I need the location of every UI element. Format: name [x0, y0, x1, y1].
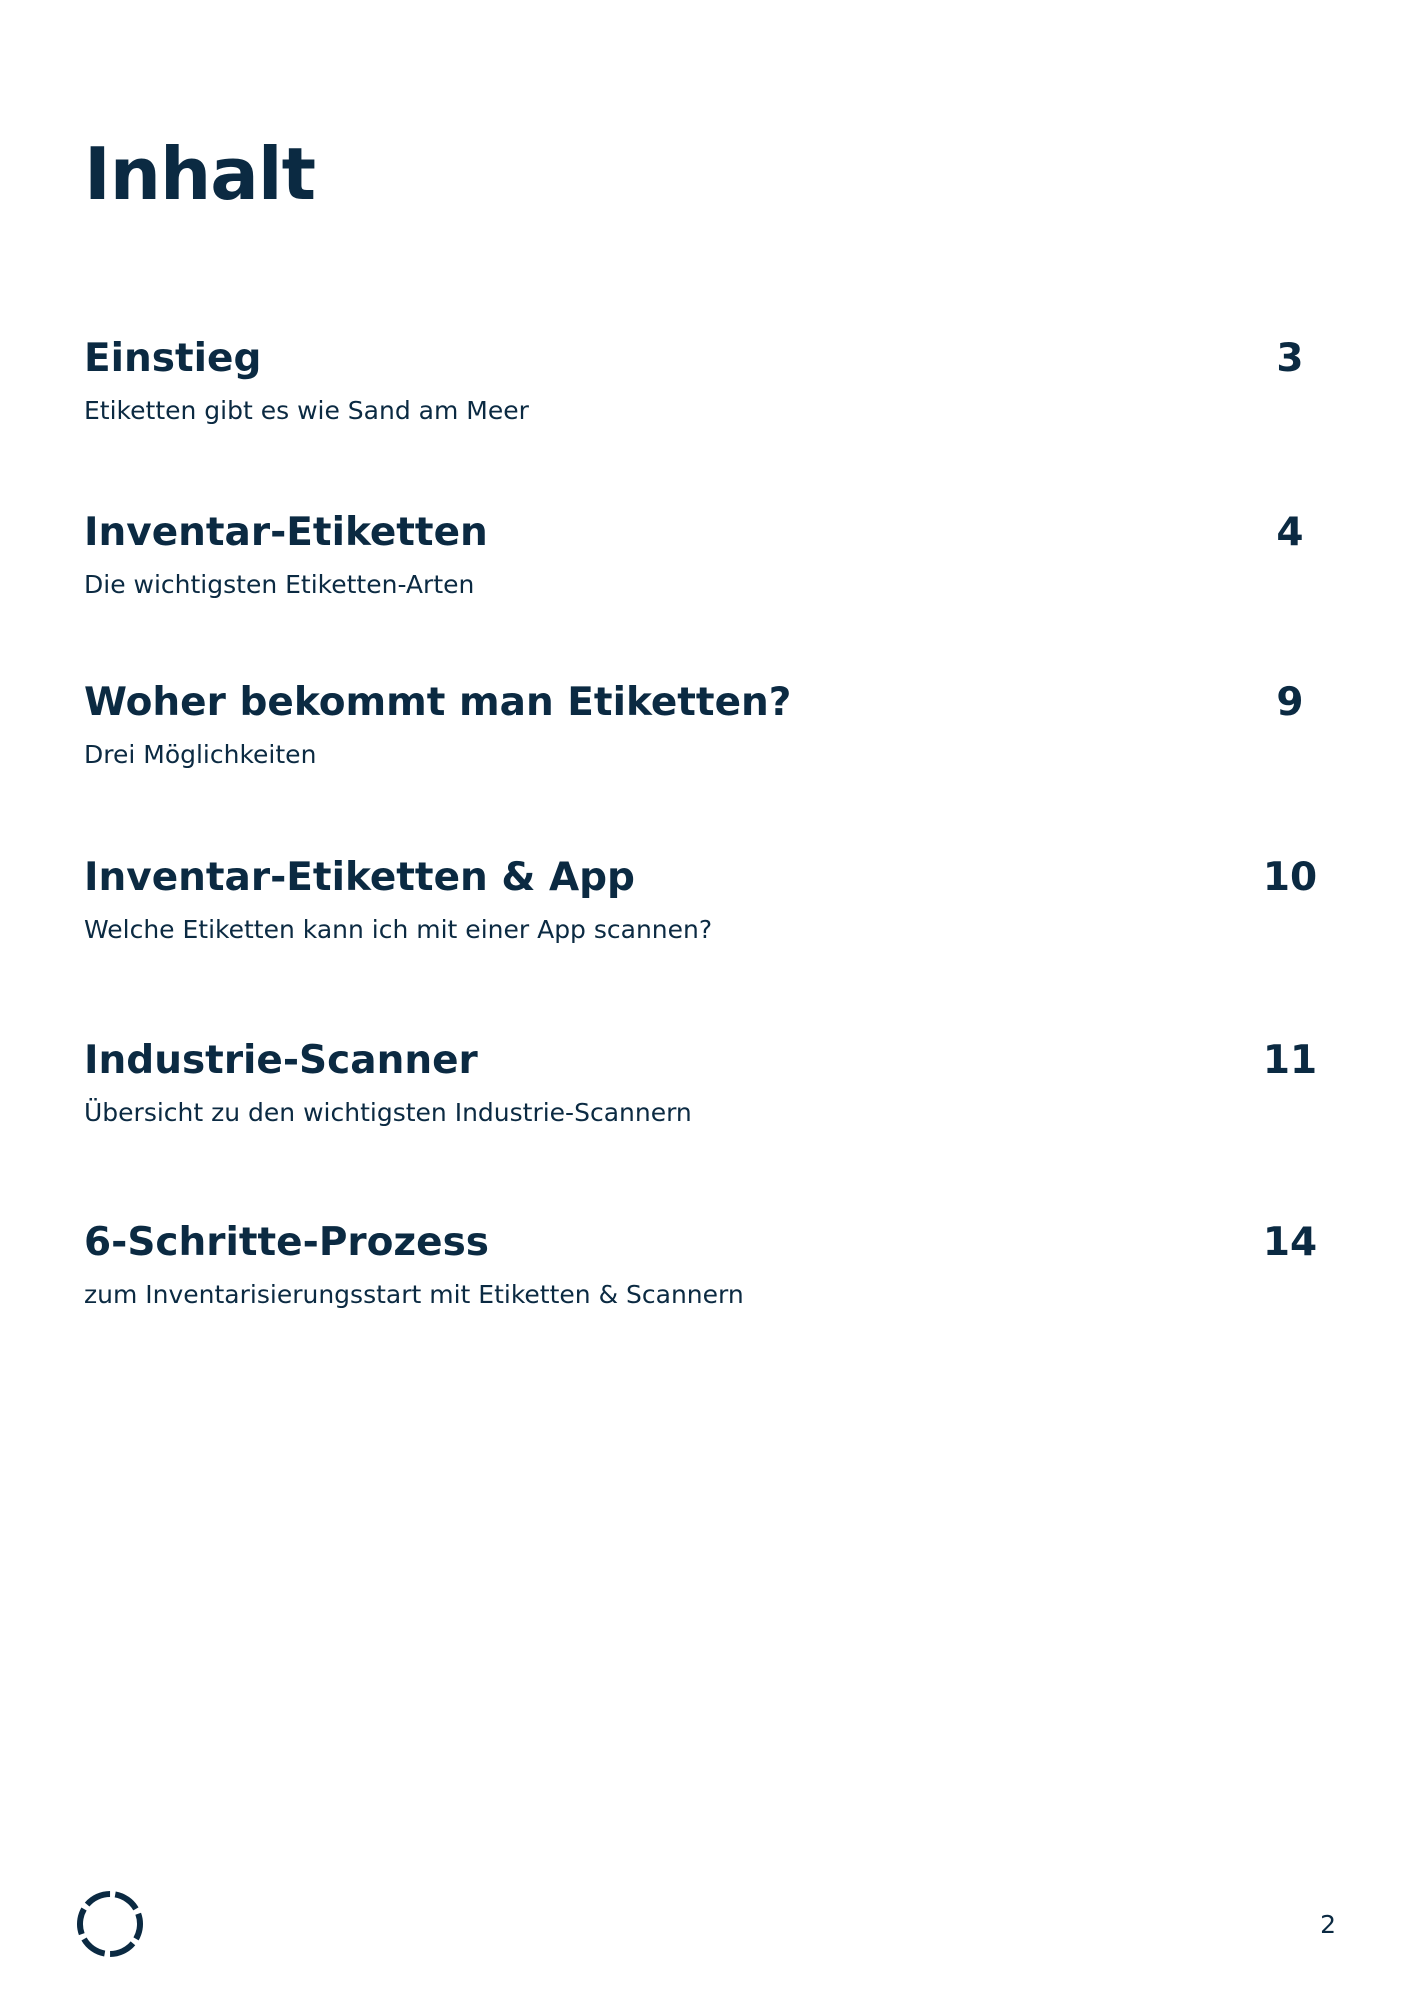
toc-entry-title: 6-Schritte-Prozess: [84, 1220, 490, 1265]
toc-entry-etiketten-app[interactable]: [84, 857, 1330, 967]
toc-entry-woher-etiketten[interactable]: [84, 682, 1330, 792]
toc-entry-page-number: 9: [1276, 680, 1304, 725]
toc-entry-title: Inventar-Etiketten: [84, 510, 488, 555]
toc-entry-page-number: 10: [1262, 855, 1318, 900]
toc-entry-title: Einstieg: [84, 336, 262, 381]
toc-entry-title: Inventar-Etiketten & App: [84, 855, 635, 900]
toc-entry-page-number: 3: [1276, 336, 1304, 381]
toc-entry-inventar-etiketten[interactable]: [84, 512, 1330, 622]
toc-entry-industrie-scanner[interactable]: [84, 1040, 1330, 1150]
toc-entry-subtitle: Etiketten gibt es wie Sand am Meer: [84, 396, 529, 425]
toc-entry-subtitle: Übersicht zu den wichtigsten Industrie-Scannern: [84, 1098, 692, 1127]
toc-entry-subtitle: zum Inventarisierungsstart mit Etiketten & Scannern: [84, 1280, 744, 1309]
toc-entry-title: Industrie-Scanner: [84, 1038, 478, 1083]
toc-entry-title: Woher bekommt man Etiketten?: [84, 680, 792, 725]
page-number: 2: [1320, 1910, 1336, 1939]
toc-entry-page-number: 11: [1262, 1038, 1318, 1083]
toc-entry-einstieg[interactable]: [84, 338, 1330, 448]
toc-entry-subtitle: Die wichtigsten Etiketten-Arten: [84, 570, 475, 599]
toc-entry-subtitle: Welche Etiketten kann ich mit einer App scannen?: [84, 915, 713, 944]
dashed-circle-logo-icon: [74, 1888, 146, 1960]
toc-entry-6-schritte-prozess[interactable]: [84, 1222, 1330, 1332]
toc-entry-page-number: 14: [1262, 1220, 1318, 1265]
toc-entry-page-number: 4: [1276, 510, 1304, 555]
toc-entry-subtitle: Drei Möglichkeiten: [84, 740, 317, 769]
page-title: Inhalt: [84, 132, 315, 216]
